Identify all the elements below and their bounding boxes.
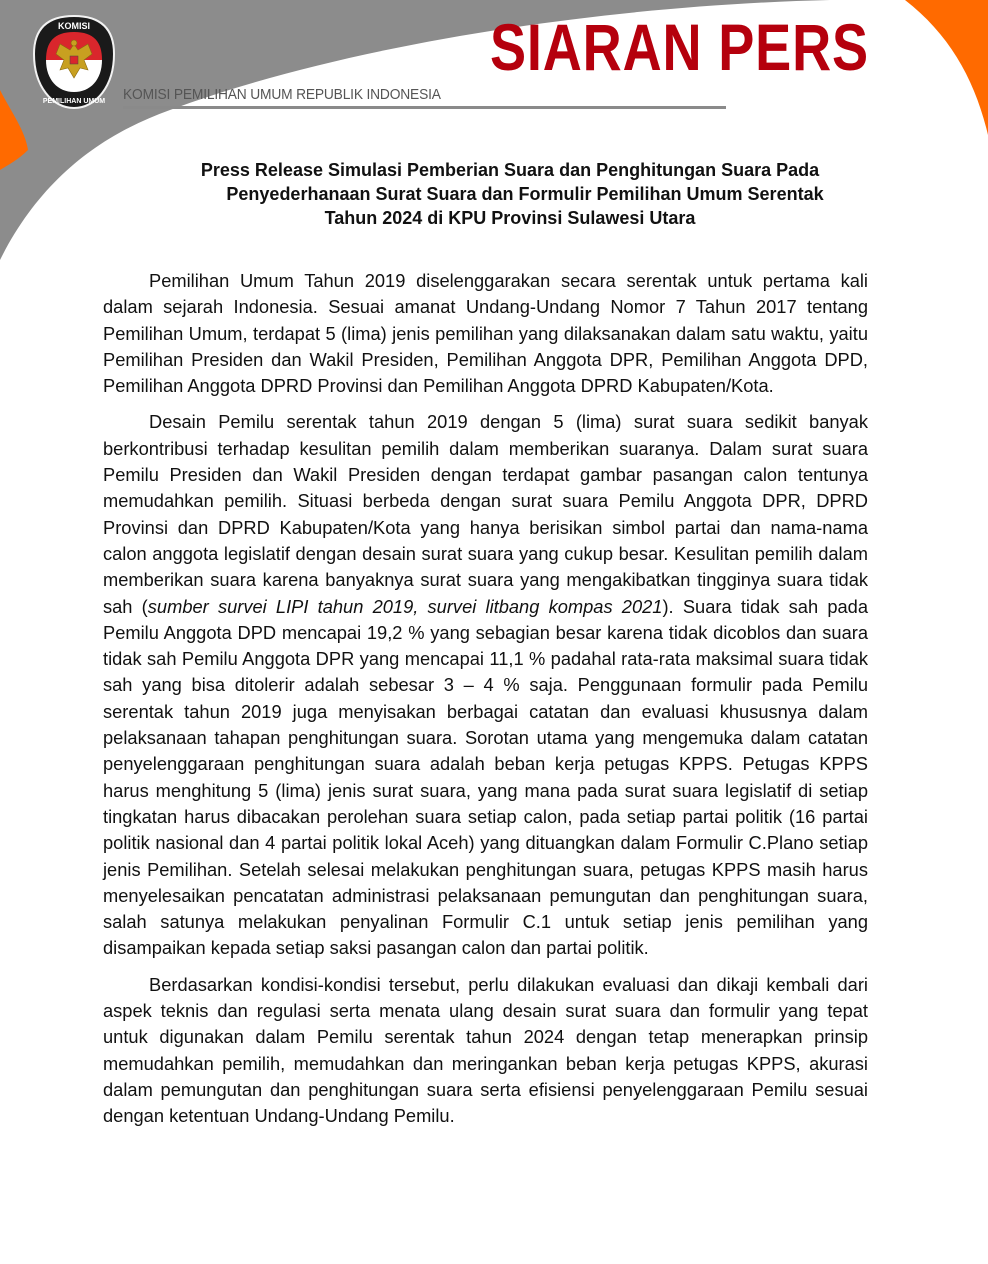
orange-right-swoosh — [905, 0, 988, 135]
logo-bottom-text: PEMILIHAN UMUM — [42, 98, 106, 105]
document-body — [103, 268, 868, 1140]
paragraph-2-citation: sumber survei LIPI tahun 2019, survei litbang kompas 2021 — [147, 595, 663, 617]
title-line: Tahun 2024 di KPU Provinsi Sulawesi Utara — [324, 208, 696, 228]
header-divider — [123, 106, 726, 109]
title-line: Press Release Simulasi Pemberian Suara dan Penghitungan Suara Pada — [200, 160, 820, 180]
title-line: Penyederhanaan Surat Suara dan Formulir Pemilihan Umum Serentak — [226, 184, 824, 204]
paragraph-2-text-b: ). Suara tidak sah pada Pemilu Anggota DPD mencapai 19,2 % yang sebagian besar karena tidak dicoblos dan suara tidak sah Pemilu Anggota DPR yang mencapai 11,1 % padahal rata-rata maksimal suara tidak sah yang bisa ditolerir adalah sebesar 3 – 4 % saja. Penggunaan formulir pada Pemilu serentak tahun 2019 juga menyisakan berbagai catatan dan evaluasi khususnya dalam pelaksanaan tahapan penghitungan suara. Sorotan utama yang mengemuka dalam catatan penyelenggaraan penghitungan suara adalah beban kerja petugas KPPS. Petugas KPPS harus menghitung 5 (lima) jenis surat suara, yang mana pada surat suara legislatif di setiap tingkatan harus dibacakan perolehan suara setiap calon, pada setiap partai politik (16 partai politik nasional dan 4 partai politik lokal Aceh) yang dituangkan dalam Formulir C.Plano setiap jenis Pemilihan. Setelah selesai melakukan penghitungan suara, petugas KPPS masih harus menyelesaikan pencatatan administrasi pelaksanaan pemungutan dan penghitungan suara, salah satunya melakukan penyalinan Formulir C.1 untuk setiap jenis pemilihan yang disampaikan kepada setiap saksi pasangan calon dan partai politik. — [103, 595, 868, 959]
paragraph-3: Berdasarkan kondisi-kondisi tersebut, perlu dilakukan evaluasi dan dikaji kembali dari aspek teknis dan regulasi serta menata ulang desain surat suara dan formulir yang tepat untuk digunakan dalam Pemilu serentak tahun 2024 dengan tetap menerapkan prinsip memudahkan pemilih, memudahkan dan meringankan beban kerja petugas KPPS, akurasi dalam pemungutan dan penghitungan suara serta efisiensi penyelenggaraan Pemilu sesuai dengan ketentuan Undang-Undang Pemilu. — [103, 973, 868, 1127]
logo-top-text: KOMISI — [57, 21, 91, 31]
paragraph-2 — [103, 409, 868, 961]
paragraph-1: Pemilihan Umum Tahun 2019 diselenggarakan secara serentak untuk pertama kali dalam sejarah Indonesia. Sesuai amanat Undang-Undang Nomor 7 Tahun 2017 tentang Pemilihan Umum, terdapat 5 (lima) jenis pemilihan yang dilaksanakan dalam satu waktu, yaitu Pemilihan Presiden dan Wakil Presiden, Pemilihan Anggota DPR, Pemilihan Anggota DPD, Pemilihan Anggota DPRD Provinsi dan Pemilihan Anggota DPRD Kabupaten/Kota. — [103, 270, 868, 397]
document-title — [150, 158, 870, 230]
kpu-logo-icon — [30, 14, 118, 110]
paragraph-2-text-a: Desain Pemilu serentak tahun 2019 dengan 5 (lima) surat suara sedikit banyak berkontribusi terhadap kesulitan pemilih dalam memberikan suaranya. Dalam surat suara Pemilu Presiden dan Wakil Presiden dengan terdapat gambar pasangan calon tentunya memudahkan pemilih. Situasi berbeda dengan surat suara Pemilu Anggota DPR, DPRD Provinsi dan DPRD Kabupaten/Kota yang hanya berisikan simbol partai dan nama-nama calon anggota legislatif dengan desain surat suara yang cukup besar. Kesulitan pemilih dalam memberikan suara karena banyaknya surat suara yang mengakibatkan tingginya suara tidak sah ( — [103, 411, 868, 617]
organization-name: KOMISI PEMILIHAN UMUM REPUBLIK INDONESIA — [123, 86, 441, 103]
doc-type-heading: SIARAN PERS — [490, 10, 869, 84]
